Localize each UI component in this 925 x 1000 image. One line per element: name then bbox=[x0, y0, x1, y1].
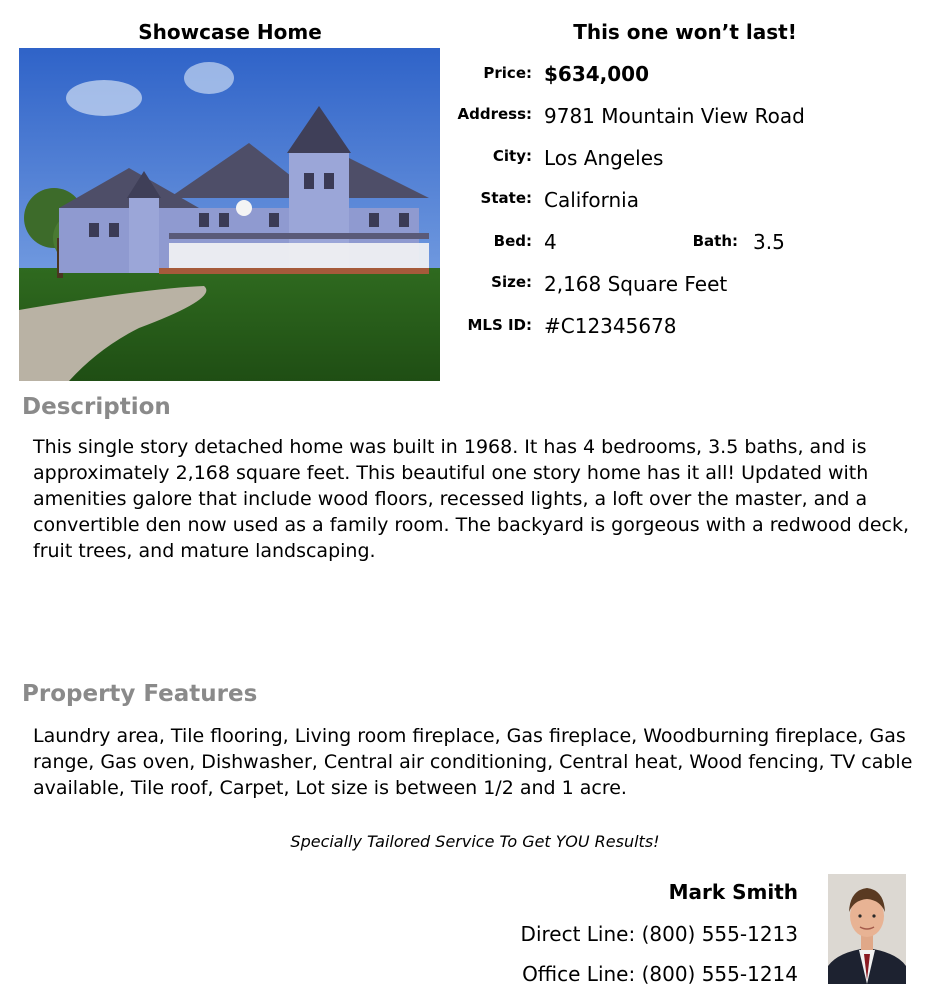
bath-label: Bath: bbox=[692, 232, 738, 250]
house-photo bbox=[19, 48, 440, 381]
features-heading: Property Features bbox=[22, 681, 258, 707]
price-label: Price: bbox=[483, 64, 532, 82]
agent-name: Mark Smith bbox=[668, 880, 798, 904]
promo-title: This one won’t last! bbox=[573, 20, 797, 44]
size-value: 2,168 Square Feet bbox=[544, 272, 728, 296]
mls-label: MLS ID: bbox=[467, 316, 532, 334]
office-line: Office Line: (800) 555-1214 bbox=[522, 962, 798, 986]
mls-value: #C12345678 bbox=[544, 314, 677, 338]
city-label: City: bbox=[492, 147, 532, 165]
bed-value: 4 bbox=[544, 230, 557, 254]
description-heading: Description bbox=[22, 394, 171, 420]
bed-label: Bed: bbox=[493, 232, 532, 250]
address-label: Address: bbox=[457, 105, 532, 123]
state-value: California bbox=[544, 188, 639, 212]
showcase-title: Showcase Home bbox=[138, 20, 322, 44]
tagline: Specially Tailored Service To Get YOU Results! bbox=[290, 832, 660, 851]
bath-value: 3.5 bbox=[753, 230, 785, 254]
direct-line: Direct Line: (800) 555-1213 bbox=[520, 922, 798, 946]
city-value: Los Angeles bbox=[544, 146, 664, 170]
address-value: 9781 Mountain View Road bbox=[544, 104, 805, 128]
features-text: Laundry area, Tile flooring, Living room fireplace, Gas fireplace, Woodburning fireplace, Gas range, Gas oven, Dishwasher, Central air conditioning, Central heat, Wood fencing, TV cable available, Tile roof, Carpet, Lot size is between 1/2 and 1 acre. bbox=[33, 725, 913, 799]
description-text: This single story detached home was built in 1968. It has 4 bedrooms, 3.5 baths, and is approximately 2,168 square feet. This beautiful one story home has it all! Updated with amenities galore that include wood floors, recessed lights, a loft over the master, and a convertible den now used as a family room. The backyard is gorgeous with a redwood deck, fruit trees, and mature landscaping. bbox=[33, 436, 909, 562]
agent-avatar bbox=[828, 874, 906, 984]
size-label: Size: bbox=[491, 273, 532, 291]
price-value: $634,000 bbox=[544, 62, 650, 86]
state-label: State: bbox=[480, 189, 532, 207]
